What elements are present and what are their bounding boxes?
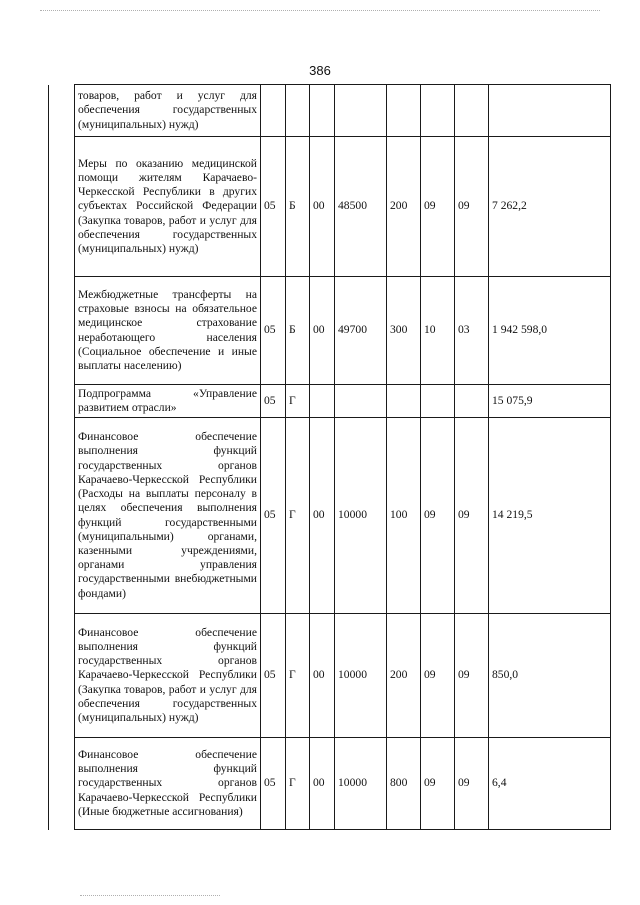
row-name: Финансовое обеспечение выполнения функций государственных органов Карачаево-Черкесской Республики (Закупка товаров, работ и услуг для обеспечения государственных (муниципальных) нужд) — [75, 614, 261, 738]
row-code3: 00 — [310, 738, 335, 830]
row-code1: 05 — [261, 614, 286, 738]
row-name: Подпрограмма «Управление развитием отрасли» — [75, 385, 261, 418]
row-margin-cell — [49, 277, 75, 385]
row-vr: 100 — [387, 418, 421, 614]
budget-table — [48, 84, 611, 830]
row-name: Межбюджетные трансферты на страховые взносы на обязательное медицинское страхование неработающего населения (Социальное обеспечение и иные выплаты населению) — [75, 277, 261, 385]
row-code4: 10000 — [335, 418, 387, 614]
row-rz: 09 — [421, 137, 455, 277]
row-margin-cell — [49, 418, 75, 614]
row-code1: 05 — [261, 277, 286, 385]
page-number: 386 — [309, 63, 331, 78]
row-margin-cell — [49, 614, 75, 738]
scan-artifact-top — [40, 10, 600, 11]
row-vr: 200 — [387, 137, 421, 277]
row-name: Финансовое обеспечение выполнения функций государственных органов Карачаево-Черкесской Республики (Иные бюджетные ассигнования) — [75, 738, 261, 830]
row-margin-cell — [49, 85, 75, 137]
row-rz: 10 — [421, 277, 455, 385]
row-pr: 09 — [455, 738, 489, 830]
row-pr: 03 — [455, 277, 489, 385]
table-row — [49, 85, 611, 137]
row-margin-cell — [49, 385, 75, 418]
row-code4 — [335, 85, 387, 137]
row-rz: 09 — [421, 614, 455, 738]
row-amount: 15 075,9 — [489, 385, 611, 418]
row-amount: 850,0 — [489, 614, 611, 738]
table-row — [49, 738, 611, 830]
row-name: Меры по оказанию медицинской помощи жителям Карачаево-Черкесской Республики в других субъектах Российской Федерации (Закупка товаров, работ и услуг для обеспечения государственных (муниципальных) нужд) — [75, 137, 261, 277]
row-pr — [455, 85, 489, 137]
row-rz — [421, 385, 455, 418]
row-code2: Г — [286, 385, 310, 418]
row-code1: 05 — [261, 418, 286, 614]
row-pr: 09 — [455, 137, 489, 277]
row-amount: 7 262,2 — [489, 137, 611, 277]
row-code4: 10000 — [335, 614, 387, 738]
row-code1 — [261, 85, 286, 137]
row-vr: 800 — [387, 738, 421, 830]
row-rz: 09 — [421, 418, 455, 614]
row-code2: Г — [286, 738, 310, 830]
row-code2 — [286, 85, 310, 137]
row-margin-cell — [49, 137, 75, 277]
row-pr: 09 — [455, 418, 489, 614]
table-row — [49, 277, 611, 385]
row-code3 — [310, 85, 335, 137]
row-code1: 05 — [261, 385, 286, 418]
row-code4: 48500 — [335, 137, 387, 277]
row-code4: 49700 — [335, 277, 387, 385]
table-row — [49, 418, 611, 614]
row-code4 — [335, 385, 387, 418]
row-rz — [421, 85, 455, 137]
row-margin-cell — [49, 738, 75, 830]
row-pr — [455, 385, 489, 418]
row-amount: 1 942 598,0 — [489, 277, 611, 385]
row-code3: 00 — [310, 137, 335, 277]
row-code2: Г — [286, 614, 310, 738]
row-code3: 00 — [310, 418, 335, 614]
row-code2: Б — [286, 137, 310, 277]
row-code1: 05 — [261, 738, 286, 830]
row-rz: 09 — [421, 738, 455, 830]
row-code3 — [310, 385, 335, 418]
table-row — [49, 385, 611, 418]
row-code2: Г — [286, 418, 310, 614]
table-row — [49, 614, 611, 738]
row-code2: Б — [286, 277, 310, 385]
row-amount: 6,4 — [489, 738, 611, 830]
row-pr: 09 — [455, 614, 489, 738]
row-amount: 14 219,5 — [489, 418, 611, 614]
row-vr — [387, 385, 421, 418]
scan-artifact-bottom — [80, 895, 220, 896]
row-code3: 00 — [310, 277, 335, 385]
row-vr: 200 — [387, 614, 421, 738]
row-code4: 10000 — [335, 738, 387, 830]
row-code3: 00 — [310, 614, 335, 738]
table-row — [49, 137, 611, 277]
row-vr: 300 — [387, 277, 421, 385]
row-amount — [489, 85, 611, 137]
row-name: товаров, работ и услуг для обеспечения государственных (муниципальных) нужд) — [75, 85, 261, 137]
row-vr — [387, 85, 421, 137]
row-name: Финансовое обеспечение выполнения функций государственных органов Карачаево-Черкесской Республики (Расходы на выплаты персоналу в целях обеспечения выполнения функций государственными (муниципальными) органами, казенными учреждениями, органами управления государственными внебюджетными фондами) — [75, 418, 261, 614]
row-code1: 05 — [261, 137, 286, 277]
